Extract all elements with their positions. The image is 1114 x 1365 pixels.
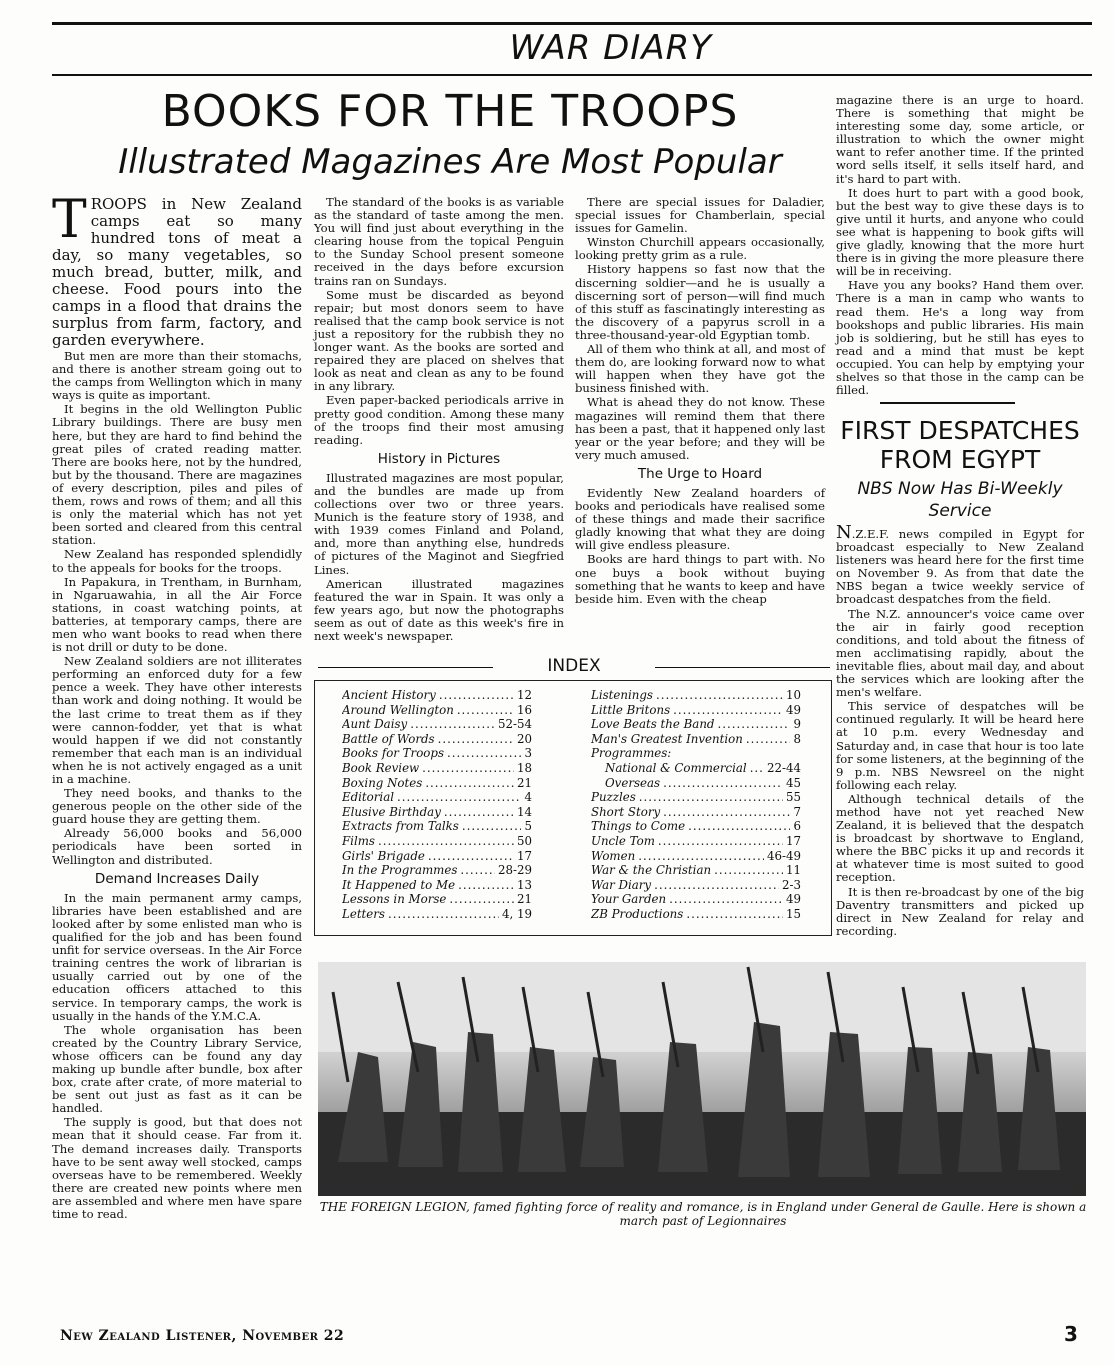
index-entry-label: Extracts from Talks xyxy=(342,819,459,834)
paragraph: In Papakura, in Trentham, in Burnham, in Ngaruawahia, in all the Air Force stations, in coast watching points, at batteries, at temporary camps, there are men who want books to read when there is not drill or duty to be done. xyxy=(52,574,302,655)
paragraph: In the main permanent army camps, libraries have been established and are looked after by some enlisted man who is qualified for the job and has been found unfit for service overseas. In the Air Force training centres the work of librarian is usually carried out by one of the education officers attached to this service. In temporary camps, the work is usually in the hands of the Y.M.C.A. xyxy=(52,890,302,1023)
paragraph: It does hurt to part with a good book, but the best way to give these days is to give until it hurts, and anyone who could see what is happening to book gifts will give gladly, knowing that the more hurt there is in giving the more pleasure there will be in receiving. xyxy=(836,185,1084,279)
index-leader-dots xyxy=(458,878,514,893)
paragraph: Although technical details of the method have not yet reached New Zealand, it is believed that the despatch is broadcast by shortwave to England, where the BBC picks it up and records it at whatever time is most suited to good reception. xyxy=(836,791,1084,885)
section-title: WAR DIARY xyxy=(509,28,712,68)
index-entry xyxy=(591,688,801,703)
subheadline: Illustrated Magazines Are Most Popular xyxy=(118,142,782,182)
index-entry-page: 22-44 xyxy=(766,760,801,775)
index-entry xyxy=(591,892,801,907)
index-entry-page: 7 xyxy=(793,804,801,819)
index-entry-page: 49 xyxy=(785,892,801,907)
index-entry-label: Programmes: xyxy=(591,746,672,761)
index-leader-dots xyxy=(663,805,790,820)
index-entry-label: Lessons in Morse xyxy=(342,892,447,907)
index-leader-dots xyxy=(425,776,514,791)
index-entry-label: War & the Christian xyxy=(591,863,712,878)
subheading: The Urge to Hoard xyxy=(637,465,763,482)
index-leader-dots xyxy=(444,805,514,820)
index-leader-dots xyxy=(714,863,783,878)
paragraph: Some must be discarded as beyond repair; but most donors seem to have realised that the camp book service is not just a repository for the rubbish they no longer want. As the books are sorted and repaired they are placed on shelves that look as neat and clean as any to be found in any library. xyxy=(314,287,564,394)
index-entry xyxy=(591,819,801,834)
index-entry xyxy=(342,790,532,805)
index-entry xyxy=(591,863,801,878)
side-headline: FIRST DESPATCHES FROM EGYPT xyxy=(840,416,1080,474)
index-leader-dots xyxy=(746,732,791,747)
index-entry-page: 11 xyxy=(785,863,801,878)
index-entry-page: 18 xyxy=(516,760,532,775)
index-entry xyxy=(342,907,532,922)
index-entry-label: National & Commercial xyxy=(605,760,747,775)
paragraph: Already 56,000 books and 56,000 periodicals have been sorted in Wellington and distributed. xyxy=(52,826,302,867)
index-entry xyxy=(591,746,801,761)
index-leader-dots xyxy=(439,688,514,703)
index-entry-page: 4, 19 xyxy=(501,906,532,921)
index-entry-label: Letters xyxy=(342,906,385,921)
index-leader-dots xyxy=(673,703,783,718)
index-entry xyxy=(342,732,532,747)
index-entry xyxy=(342,703,532,718)
index-leader-dots xyxy=(638,849,764,864)
paragraph: American illustrated magazines featured the war in Spain. It was only a few years ago, but now the photographs seem as out of date as this week's fire in next week's newspaper. xyxy=(314,576,564,643)
column-divider-rule xyxy=(880,402,1015,404)
index-title: INDEX xyxy=(547,656,601,676)
paragraph: magazine there is an urge to hoard. There is something that might be interesting some day, some article, or illustration to which the owner might want to refer another time. If the printed word sells itself, it sells itself hard, and it's hard to part with. xyxy=(836,93,1084,186)
index-leader-dots xyxy=(462,819,522,834)
index-leader-dots xyxy=(449,892,514,907)
drop-cap: T xyxy=(52,190,87,250)
paragraph: This service of despatches will be continued regularly. It will be heard here at 10 p.m. every Wednesday and Saturday and, in case that hour is too late for some listeners, at the beginning of the 9 p.m. NBS Newsreel on the night following each relay. xyxy=(836,699,1084,792)
index-list-right xyxy=(591,688,801,922)
side-lead-paragraph xyxy=(836,522,1084,607)
index-entry xyxy=(342,761,532,776)
lead-text: .Z.E.F. news compiled in Egypt for broadcast especially to New Zealand listeners was heard here for the first time on November 9. As from that date the NBS began a twice weekly service of broadcast despatches from the field. xyxy=(836,527,1084,607)
index-entry-label: Man's Greatest Invention xyxy=(591,731,743,746)
index-entry-label: Books for Troops xyxy=(342,746,445,761)
marching-soldiers-image xyxy=(318,962,1086,1196)
index-entry-label: Girls' Brigade xyxy=(342,848,425,863)
side-subheadline: NBS Now Has Bi-Weekly Service xyxy=(857,479,1063,521)
foreign-legion-photo xyxy=(318,962,1086,1196)
top-rule xyxy=(52,22,1092,25)
index-entry-page: 4 xyxy=(524,790,532,805)
index-entry-page: 52-54 xyxy=(497,717,532,732)
index-entry xyxy=(591,834,801,849)
index-entry-page: 14 xyxy=(516,804,532,819)
index-leader-dots xyxy=(656,688,783,703)
paragraph: The supply is good, but that does not mean that it should cease. Far from it. The demand increases daily. Transports have to be sent away well stocked, camps overseas have to be remembered. Weekly there are created new points where men are assembled and where men have spare time to read. xyxy=(52,1115,302,1221)
article-column-1 xyxy=(52,190,302,1222)
index-entry xyxy=(342,892,532,907)
index-leader-dots xyxy=(428,849,514,864)
paragraph: It begins in the old Wellington Public Library buildings. There are busy men here, but they are hard to find behind the great piles of crated reading matter. There are books here, not by the hundred, but by the thousand. There are magazines of every description, piles and piles of them, rows and rows of them; and all this is only the material which has not yet been sorted and cleared from this central station. xyxy=(52,402,302,548)
index-entry-label: In the Programmes xyxy=(342,863,458,878)
index-entry xyxy=(342,834,532,849)
index-leader-dots xyxy=(669,892,783,907)
paragraph: History happens so fast now that the discerning soldier—and he is usually a discerning sort of person—will find much of this stuff as fascinatingly interesting as the discovery of a papyrus scroll in a three-thousand-year-old Egyptian tomb. xyxy=(575,262,825,342)
paragraph: All of them who think at all, and most of them do, are looking forward now to what will happen when they have got the business finished with. xyxy=(575,342,825,396)
lead-text: ROOPS in New Zealand camps eat so many hundred tons of meat a day, so many vegetables, so much bread, butter, milk, and cheese. Food pours into the camps in a flood that drains the surplus from farm, factory, and garden everywhere. xyxy=(52,195,302,349)
index-leader-dots xyxy=(378,834,514,849)
index-leader-dots xyxy=(397,790,521,805)
index-entry-label: Puzzles xyxy=(591,790,636,805)
index-leader-dots xyxy=(750,761,764,776)
index-entry xyxy=(591,732,801,747)
paragraph: Have you any books? Hand them over. There is a man in camp who wants to read them. He's a long way from bookshops and public libraries. His main job is soldiering, but he still has eyes to read and a mind that must be kept occupied. You can help by emptying your shelves so that those in the camp can be filled. xyxy=(836,278,1084,398)
index-entry-label: Battle of Words xyxy=(342,731,435,746)
index-leader-dots xyxy=(658,834,783,849)
index-entry-label: Love Beats the Band xyxy=(591,717,715,732)
index-entry-page: 28-29 xyxy=(497,863,532,878)
index-entry-page: 2-3 xyxy=(782,877,801,892)
index-leader-dots xyxy=(688,819,790,834)
index-entry-label: Things to Come xyxy=(591,819,686,834)
index-leader-dots xyxy=(388,907,499,922)
index-entry-page: 13 xyxy=(516,877,532,892)
index-entry-page: 20 xyxy=(516,731,532,746)
paragraph: Even paper-backed periodicals arrive in pretty good condition. Among these many of the troops find their most amusing reading. xyxy=(314,393,564,447)
index-entry-label: Around Wellington xyxy=(342,702,454,717)
paragraph: New Zealand soldiers are not illiterates performing an enforced duty for a few pence a week. They have other interests than work and doing nothing. It would be the last crime to treat them as if they were cannon-fodder, yet that is what would happen if we did not constantly remember that each man is an individual when he is not actively engaged as a unit in a machine. xyxy=(52,654,302,786)
index-entry-page: 46-49 xyxy=(766,848,801,863)
index-rule-right xyxy=(655,667,830,668)
article-column-3 xyxy=(575,196,825,607)
index-entry-page: 16 xyxy=(516,702,532,717)
footer-publication: New Zealand Listener, November 22 xyxy=(60,1328,345,1344)
index-entry-page: 55 xyxy=(785,790,801,805)
index-entry-label: Book Review xyxy=(342,760,420,775)
index-entry-page: 17 xyxy=(785,833,801,848)
index-entry xyxy=(591,717,801,732)
index-leader-dots xyxy=(457,703,514,718)
paragraph: The N.Z. announcer's voice came over the air in fairly good reception conditions, and told about the fitness of men acclimatising rapidly, about the inevitable flies, about mail day, and about the services which are looking after the men's welfare. xyxy=(836,606,1084,700)
paragraph: Illustrated magazines are most popular, and the bundles are made up from collections over two or three years. Munich is the feature story of 1938, and with 1939 comes Finland and Poland, and, more than anything else, hundreds of pictures of the Maginot and Siegfried Lines. xyxy=(314,470,564,577)
index-leader-dots xyxy=(654,878,779,893)
index-entry xyxy=(342,717,532,732)
index-entry xyxy=(591,849,801,864)
side-article xyxy=(836,522,1084,939)
index-entry-page: 45 xyxy=(785,775,801,790)
index-entry-label: Women xyxy=(591,848,636,863)
index-entry-page: 49 xyxy=(785,702,801,717)
index-entry-page: 50 xyxy=(516,833,532,848)
index-entry-page: 15 xyxy=(785,906,801,921)
index-leader-dots xyxy=(460,863,495,878)
paragraph: What is ahead they do not know. These magazines will remind them that there has been a past, that it happened only last year or the year before; and they will be very much amused. xyxy=(575,395,825,462)
index-entry xyxy=(342,746,532,761)
index-leader-dots xyxy=(663,776,783,791)
index-entry-label: Little Britons xyxy=(591,702,671,717)
paragraph: New Zealand has responded splendidly to the appeals for books for the troops. xyxy=(52,547,302,575)
index-entry-page: 21 xyxy=(516,775,532,790)
index-entry xyxy=(591,790,801,805)
index-entry-label: Uncle Tom xyxy=(591,833,655,848)
index-entry xyxy=(342,819,532,834)
index-entry xyxy=(342,688,532,703)
subheading: History in Pictures xyxy=(377,450,501,467)
index-entry-label: Films xyxy=(342,833,375,848)
page-number: 3 xyxy=(1064,1322,1078,1346)
index-entry-page: 6 xyxy=(793,819,801,834)
index-entry-label: Overseas xyxy=(605,775,661,790)
index-entry-label: It Happened to Me xyxy=(342,877,456,892)
index-entry xyxy=(591,907,801,922)
paragraph: The standard of the books is as variable as the standard of taste among the men. You will find just about everything in the clearing house from the topical Penguin to the Sunday School present someone received in the days before excursion trains ran on Sundays. xyxy=(314,195,564,288)
index-entry xyxy=(342,805,532,820)
index-entry-label: Your Garden xyxy=(591,892,667,907)
index-entry-page: 17 xyxy=(516,848,532,863)
index-entry xyxy=(591,776,801,791)
index-entry-label: Editorial xyxy=(342,790,394,805)
photo-caption: THE FOREIGN LEGION, famed fighting force of reality and romance, is in England under General de Gaulle. Here is shown a march past of Legionnaires xyxy=(319,1200,1087,1228)
headline: BOOKS FOR THE TROOPS xyxy=(161,86,739,137)
paragraph: There are special issues for Daladier, special issues for Chamberlain, special issues for Gamelin. xyxy=(575,195,825,236)
index-entry-page: 3 xyxy=(524,746,532,761)
index-entry xyxy=(342,776,532,791)
index-leader-dots xyxy=(410,717,495,732)
section-rule xyxy=(52,74,1092,76)
subheading: Demand Increases Daily xyxy=(94,870,260,887)
index-leader-dots xyxy=(639,790,783,805)
lead-paragraph xyxy=(52,190,302,349)
index-leader-dots xyxy=(686,907,783,922)
index-entry-label: Listenings xyxy=(591,688,653,702)
paragraph: But men are more than their stomachs, and there is another stream going out to the camps from Wellington which in many ways is quite as important. xyxy=(52,349,302,403)
article-column-2 xyxy=(314,196,564,644)
index-entry-label: Aunt Daisy xyxy=(342,717,408,732)
index-entry-page: 21 xyxy=(516,892,532,907)
index-entry xyxy=(342,878,532,893)
paragraph: The whole organisation has been created by the Country Library Service, whose officers can be found any day making up bundle after bundle, box after box, crate after crate, of more material to be sent out just as fast as it can be handled. xyxy=(52,1022,302,1116)
paragraph: Evidently New Zealand hoarders of books and periodicals have realised some of these things and made their sacrifice gladly knowing that what they are doing will give endless pleasure. xyxy=(575,485,825,553)
paragraph: Winston Churchill appears occasionally, looking pretty grim as a rule. xyxy=(575,235,825,263)
index-entry-page: 5 xyxy=(524,819,532,834)
index-entry-page: 8 xyxy=(793,731,801,746)
article-column-4 xyxy=(836,94,1084,398)
index-leader-dots xyxy=(438,732,514,747)
index-leader-dots xyxy=(447,746,521,761)
paragraph: They need books, and thanks to the generous people on the other side of the guard house they are getting them. xyxy=(52,786,302,827)
index-entry-page: 10 xyxy=(785,688,801,702)
index-list-left xyxy=(342,688,532,922)
index-entry xyxy=(342,849,532,864)
index-entry xyxy=(591,703,801,718)
index-entry-label: Ancient History xyxy=(342,688,436,702)
paragraph: Books are hard things to part with. No one buys a book without buying something that he wants to keep and have beside him. Even with the cheap xyxy=(575,552,825,606)
index-entry-label: Elusive Birthday xyxy=(342,804,441,819)
index-entry xyxy=(591,878,801,893)
index-entry-label: War Diary xyxy=(591,877,652,892)
drop-cap: N xyxy=(836,522,852,543)
index-entry xyxy=(342,863,532,878)
index-entry-label: Boxing Notes xyxy=(342,775,423,790)
index-entry-label: Short Story xyxy=(591,804,661,819)
index-entry xyxy=(591,761,801,776)
index-entry-label: ZB Productions xyxy=(591,906,684,921)
paragraph: It is then re-broadcast by one of the big Daventry transmitters and picked up direct in New Zealand for relay and recording. xyxy=(836,884,1084,938)
index-entry-page: 9 xyxy=(793,717,801,732)
index-leader-dots xyxy=(422,761,514,776)
index-entry-page: 12 xyxy=(516,688,532,702)
index-entry xyxy=(591,805,801,820)
index-leader-dots xyxy=(717,717,790,732)
